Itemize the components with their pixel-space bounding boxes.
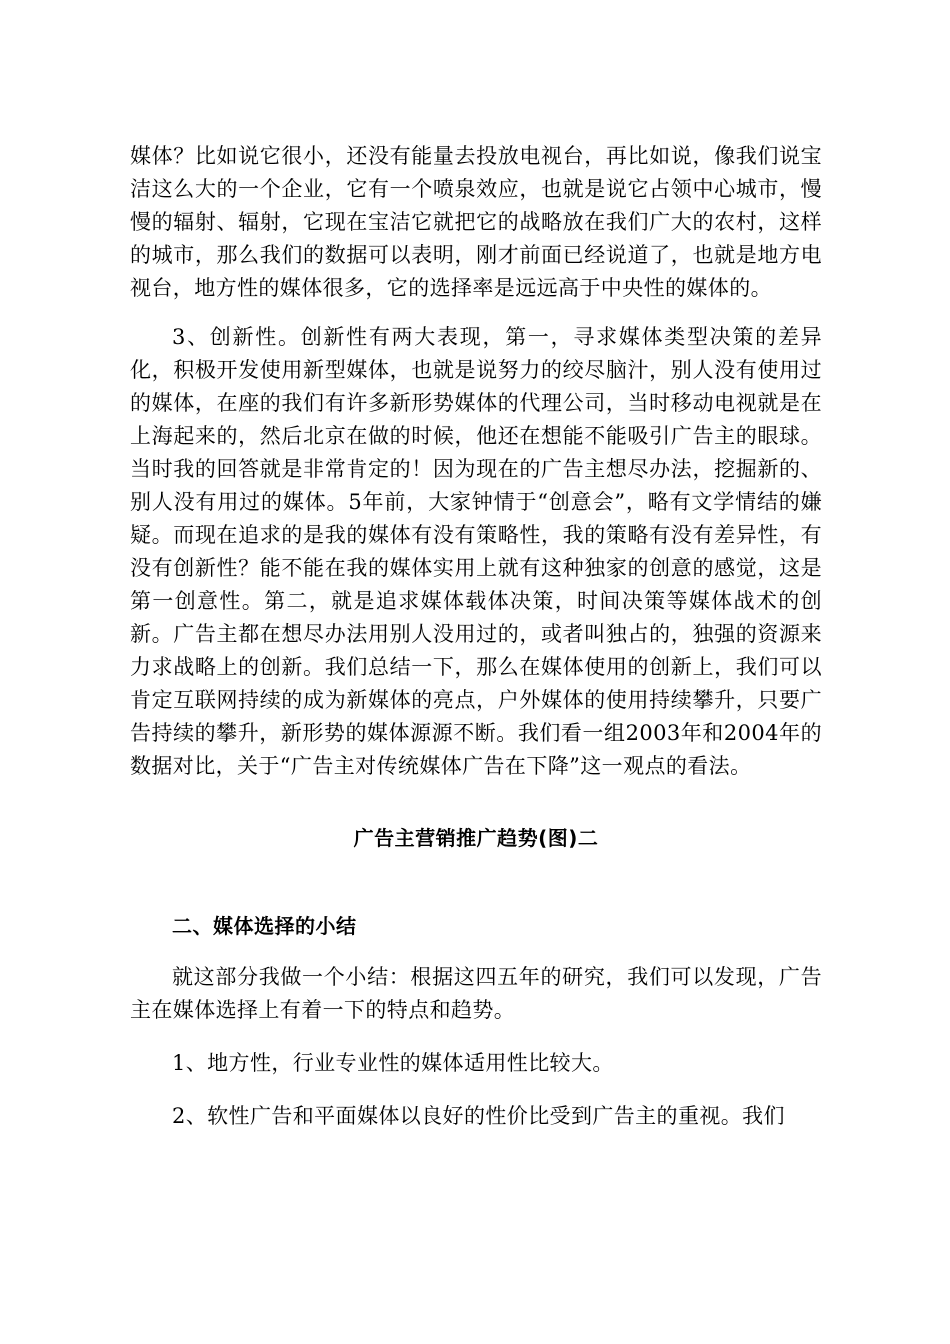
figure-caption: 广告主营销推广趋势(图)二 [353, 826, 599, 850]
paragraph-point-1: 1、地方性，行业专业性的媒体适用性比较大。 [172, 1051, 614, 1075]
document-page [130, 140, 822, 1133]
paragraph-innovation: 3、创新性。创新性有两大表现，第一，寻求媒体类型决策的差异化，积极开发使用新型媒体，也就是说努力的绞尽脑汁，别人没有使用过的媒体，在座的我们有许多新形势媒体的代理公司，当时移动电视就是在上海起来的，然后北京在做的时候，他还在想能不能吸引广告主的眼球。当时我的回答就是非常肯定的！因为现在的广告主想尽办法，挖掘新的、别人没有用过的媒体。5年前，大家钟情于“创意会”，略有文学情结的嫌疑。而现在追求的是我的媒体有没有策略性，我的策略有没有差异性，有没有创新性？能不能在我的媒体实用上就有这种独家的创意的感觉，这是第一创意性。第二，就是追求媒体载体决策，时间决策等媒体战术的创新。广告主都在想尽办法用别人没用过的，或者叫独占的，独强的资源来力求战略上的创新。我们总结一下，那么在媒体使用的创新上，我们可以肯定互联网持续的成为新媒体的亮点，户外媒体的使用持续攀升，只要广告持续的攀升，新形势的媒体源源不断。我们看一组2003年和2004年的数据对比，关于“广告主对传统媒体广告在下降”这一观点的看法。 [130, 325, 822, 778]
paragraph-point-2: 2、软性广告和平面媒体以良好的性价比受到广告主的重视。我们 [172, 1104, 785, 1128]
paragraph-media-choice: 媒体？比如说它很小，还没有能量去投放电视台，再比如说，像我们说宝洁这么大的一个企业，它有一个喷泉效应，也就是说它占领中心城市，慢慢的辐射、辐射，它现在宝洁它就把它的战略放在我们广大的农村，这样的城市，那么我们的数据可以表明，刚才前面已经说道了，也就是地方电视台，地方性的媒体很多，它的选择率是远远高于中央性的媒体的。 [130, 144, 822, 300]
paragraph-summary-intro: 就这部分我做一个小结：根据这四五年的研究，我们可以发现，广告主在媒体选择上有着一下的特点和趋势。 [130, 965, 822, 1022]
section-heading: 二、媒体选择的小结 [172, 914, 357, 938]
